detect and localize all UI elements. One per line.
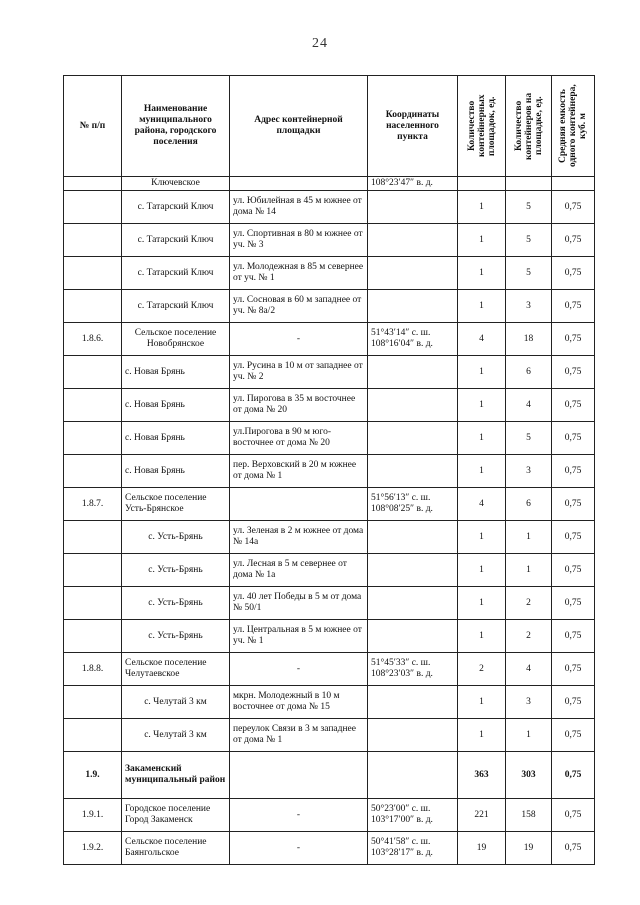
cell-coords xyxy=(368,290,458,323)
cell-num xyxy=(64,191,122,224)
cell-num xyxy=(64,422,122,455)
cell-name: Сельское поселение Баянгольское xyxy=(122,832,230,865)
header-address: Адрес контейнерной площадки xyxy=(230,76,368,177)
cell-containers xyxy=(506,177,552,191)
cell-address xyxy=(230,488,368,521)
cell-containers: 3 xyxy=(506,290,552,323)
cell-sites: 1 xyxy=(458,422,506,455)
cell-address: ул. Зеленая в 2 м южнее от дома № 14а xyxy=(230,521,368,554)
cell-sites xyxy=(458,177,506,191)
header-name: Наименование муниципального района, городского поселения xyxy=(122,76,230,177)
table-row xyxy=(64,290,595,323)
cell-containers: 5 xyxy=(506,224,552,257)
cell-address: ул. Молодежная в 85 м севернее от уч. № 1 xyxy=(230,257,368,290)
cell-containers: 2 xyxy=(506,587,552,620)
table-row xyxy=(64,587,595,620)
cell-capacity: 0,75 xyxy=(552,719,595,752)
cell-sites: 4 xyxy=(458,488,506,521)
cell-containers: 5 xyxy=(506,191,552,224)
cell-sites: 1 xyxy=(458,191,506,224)
table-row xyxy=(64,832,595,865)
cell-address: ул. Спортивная в 80 м южнее от уч. № 3 xyxy=(230,224,368,257)
cell-coords xyxy=(368,587,458,620)
cell-containers: 5 xyxy=(506,422,552,455)
cell-sites: 1 xyxy=(458,224,506,257)
cell-address: ул. Русина в 10 м от западнее от уч. № 2 xyxy=(230,356,368,389)
table-row xyxy=(64,521,595,554)
cell-address: ул. Центральная в 5 м южнее от уч. № 1 xyxy=(230,620,368,653)
cell-name: с. Усть-Брянь xyxy=(122,521,230,554)
cell-name: с. Усть-Брянь xyxy=(122,620,230,653)
cell-address: переулок Связи в 3 м западнее от дома № 1 xyxy=(230,719,368,752)
cell-capacity: 0,75 xyxy=(552,653,595,686)
cell-sites: 1 xyxy=(458,290,506,323)
cell-capacity: 0,75 xyxy=(552,620,595,653)
cell-num xyxy=(64,686,122,719)
table-row xyxy=(64,323,595,356)
cell-coords xyxy=(368,455,458,488)
cell-coords xyxy=(368,356,458,389)
cell-coords xyxy=(368,620,458,653)
cell-name: с. Усть-Брянь xyxy=(122,554,230,587)
cell-num xyxy=(64,554,122,587)
cell-capacity: 0,75 xyxy=(552,290,595,323)
cell-capacity: 0,75 xyxy=(552,752,595,799)
cell-sites: 19 xyxy=(458,832,506,865)
table-row xyxy=(64,455,595,488)
cell-address: - xyxy=(230,653,368,686)
cell-address: мкрн. Молодежный в 10 м восточнее от дома № 15 xyxy=(230,686,368,719)
cell-address: ул. Лесная в 5 м севернее от дома № 1а xyxy=(230,554,368,587)
cell-num xyxy=(64,455,122,488)
cell-sites: 1 xyxy=(458,587,506,620)
table-row xyxy=(64,653,595,686)
table-row xyxy=(64,799,595,832)
cell-name: с. Челутай 3 км xyxy=(122,686,230,719)
cell-containers: 158 xyxy=(506,799,552,832)
cell-name: Сельское поселение Новобрянское xyxy=(122,323,230,356)
cell-containers: 19 xyxy=(506,832,552,865)
cell-capacity: 0,75 xyxy=(552,191,595,224)
header-sites-label: Количество контейнерных площадок, ед. xyxy=(466,94,497,158)
cell-capacity: 0,75 xyxy=(552,455,595,488)
cell-sites: 1 xyxy=(458,257,506,290)
cell-coords xyxy=(368,257,458,290)
cell-sites: 1 xyxy=(458,686,506,719)
cell-address: ул. Пирогова в 35 м восточнее от дома № 20 xyxy=(230,389,368,422)
cell-coords xyxy=(368,554,458,587)
table-row xyxy=(64,719,595,752)
cell-sites: 1 xyxy=(458,389,506,422)
cell-num: 1.9. xyxy=(64,752,122,799)
table-row xyxy=(64,422,595,455)
cell-num: 1.9.1. xyxy=(64,799,122,832)
cell-capacity: 0,75 xyxy=(552,224,595,257)
cell-name: Сельское поселение Челутаевское xyxy=(122,653,230,686)
cell-num xyxy=(64,356,122,389)
cell-address xyxy=(230,177,368,191)
cell-name: с. Новая Брянь xyxy=(122,356,230,389)
cell-sites: 4 xyxy=(458,323,506,356)
cell-num xyxy=(64,620,122,653)
cell-name: с. Татарский Ключ xyxy=(122,191,230,224)
cell-coords xyxy=(368,389,458,422)
cell-sites: 2 xyxy=(458,653,506,686)
table-row xyxy=(64,224,595,257)
cell-capacity: 0,75 xyxy=(552,488,595,521)
cell-coords xyxy=(368,719,458,752)
cell-coords xyxy=(368,422,458,455)
cell-containers: 6 xyxy=(506,356,552,389)
cell-name: с. Новая Брянь xyxy=(122,422,230,455)
cell-capacity: 0,75 xyxy=(552,799,595,832)
table-row xyxy=(64,554,595,587)
cell-address: - xyxy=(230,323,368,356)
cell-sites: 1 xyxy=(458,554,506,587)
cell-capacity: 0,75 xyxy=(552,323,595,356)
cell-name: с. Новая Брянь xyxy=(122,389,230,422)
cell-capacity: 0,75 xyxy=(552,587,595,620)
cell-name: Городское поселение Город Закаменск xyxy=(122,799,230,832)
cell-containers: 1 xyxy=(506,554,552,587)
cell-capacity: 0,75 xyxy=(552,389,595,422)
cell-num xyxy=(64,719,122,752)
cell-coords: 108°23′47″ в. д. xyxy=(368,177,458,191)
cell-name: с. Челутай 3 км xyxy=(122,719,230,752)
cell-coords xyxy=(368,191,458,224)
cell-num: 1.8.8. xyxy=(64,653,122,686)
cell-address: ул. Юбилейная в 45 м южнее от дома № 14 xyxy=(230,191,368,224)
cell-containers: 4 xyxy=(506,653,552,686)
cell-sites: 1 xyxy=(458,356,506,389)
cell-name: с. Новая Брянь xyxy=(122,455,230,488)
header-capacity xyxy=(552,76,595,177)
cell-coords: 51°56′13″ с. ш. 108°08′25″ в. д. xyxy=(368,488,458,521)
cell-sites: 1 xyxy=(458,521,506,554)
header-coords: Координаты населенного пункта xyxy=(368,76,458,177)
cell-name: с. Татарский Ключ xyxy=(122,290,230,323)
header-sites xyxy=(458,76,506,177)
cell-address: ул. 40 лет Победы в 5 м от дома № 50/1 xyxy=(230,587,368,620)
cell-name: Сельское поселение Усть-Брянское xyxy=(122,488,230,521)
cell-num xyxy=(64,389,122,422)
table-row xyxy=(64,257,595,290)
table-row xyxy=(64,752,595,799)
header-containers xyxy=(506,76,552,177)
cell-num xyxy=(64,177,122,191)
cell-num xyxy=(64,521,122,554)
cell-address xyxy=(230,752,368,799)
table-row xyxy=(64,389,595,422)
cell-containers: 3 xyxy=(506,455,552,488)
cell-name: с. Усть-Брянь xyxy=(122,587,230,620)
cell-containers: 303 xyxy=(506,752,552,799)
cell-sites: 221 xyxy=(458,799,506,832)
cell-num: 1.8.7. xyxy=(64,488,122,521)
cell-coords: 51°43′14″ с. ш. 108°16′04″ в. д. xyxy=(368,323,458,356)
cell-address: пер. Верховский в 20 м южнее от дома № 1 xyxy=(230,455,368,488)
cell-capacity: 0,75 xyxy=(552,686,595,719)
container-sites-table xyxy=(63,75,595,865)
cell-containers: 18 xyxy=(506,323,552,356)
cell-sites: 1 xyxy=(458,455,506,488)
cell-name: с. Татарский Ключ xyxy=(122,224,230,257)
cell-capacity: 0,75 xyxy=(552,356,595,389)
cell-coords xyxy=(368,686,458,719)
cell-num: 1.9.2. xyxy=(64,832,122,865)
header-num: № п/п xyxy=(64,76,122,177)
cell-capacity: 0,75 xyxy=(552,422,595,455)
cell-num xyxy=(64,290,122,323)
cell-address: ул.Пирогова в 90 м юго-восточнее от дома № 20 xyxy=(230,422,368,455)
cell-coords xyxy=(368,521,458,554)
cell-coords: 50°23′00″ с. ш. 103°17′00″ в. д. xyxy=(368,799,458,832)
cell-address: - xyxy=(230,799,368,832)
cell-coords: 50°41′58″ с. ш. 103°28′17″ в. д. xyxy=(368,832,458,865)
cell-containers: 5 xyxy=(506,257,552,290)
cell-containers: 1 xyxy=(506,719,552,752)
table-row xyxy=(64,686,595,719)
cell-address: ул. Сосновая в 60 м западнее от уч. № 8а/2 xyxy=(230,290,368,323)
cell-coords: 51°45′33″ с. ш. 108°23′03″ в. д. xyxy=(368,653,458,686)
table-row xyxy=(64,191,595,224)
table-row xyxy=(64,488,595,521)
table-row xyxy=(64,177,595,191)
cell-capacity: 0,75 xyxy=(552,257,595,290)
header-containers-label: Количество контейнеров на площадке, ед. xyxy=(513,92,544,160)
cell-name: с. Татарский Ключ xyxy=(122,257,230,290)
cell-containers: 6 xyxy=(506,488,552,521)
cell-capacity: 0,75 xyxy=(552,521,595,554)
cell-coords xyxy=(368,752,458,799)
page-number: 24 xyxy=(312,36,328,51)
cell-coords xyxy=(368,224,458,257)
cell-num xyxy=(64,257,122,290)
cell-num: 1.8.6. xyxy=(64,323,122,356)
cell-capacity xyxy=(552,177,595,191)
cell-num xyxy=(64,587,122,620)
table-header-row xyxy=(64,76,595,177)
cell-containers: 3 xyxy=(506,686,552,719)
cell-capacity: 0,75 xyxy=(552,832,595,865)
cell-name: Ключевское xyxy=(122,177,230,191)
table-row xyxy=(64,620,595,653)
table-row xyxy=(64,356,595,389)
cell-capacity: 0,75 xyxy=(552,554,595,587)
cell-name: Закаменский муниципальный район xyxy=(122,752,230,799)
cell-containers: 1 xyxy=(506,521,552,554)
cell-containers: 4 xyxy=(506,389,552,422)
cell-sites: 363 xyxy=(458,752,506,799)
cell-containers: 2 xyxy=(506,620,552,653)
cell-sites: 1 xyxy=(458,719,506,752)
cell-address: - xyxy=(230,832,368,865)
cell-sites: 1 xyxy=(458,620,506,653)
cell-num xyxy=(64,224,122,257)
header-capacity-label: Средняя емкость одного контейнера, куб. м xyxy=(558,84,588,168)
